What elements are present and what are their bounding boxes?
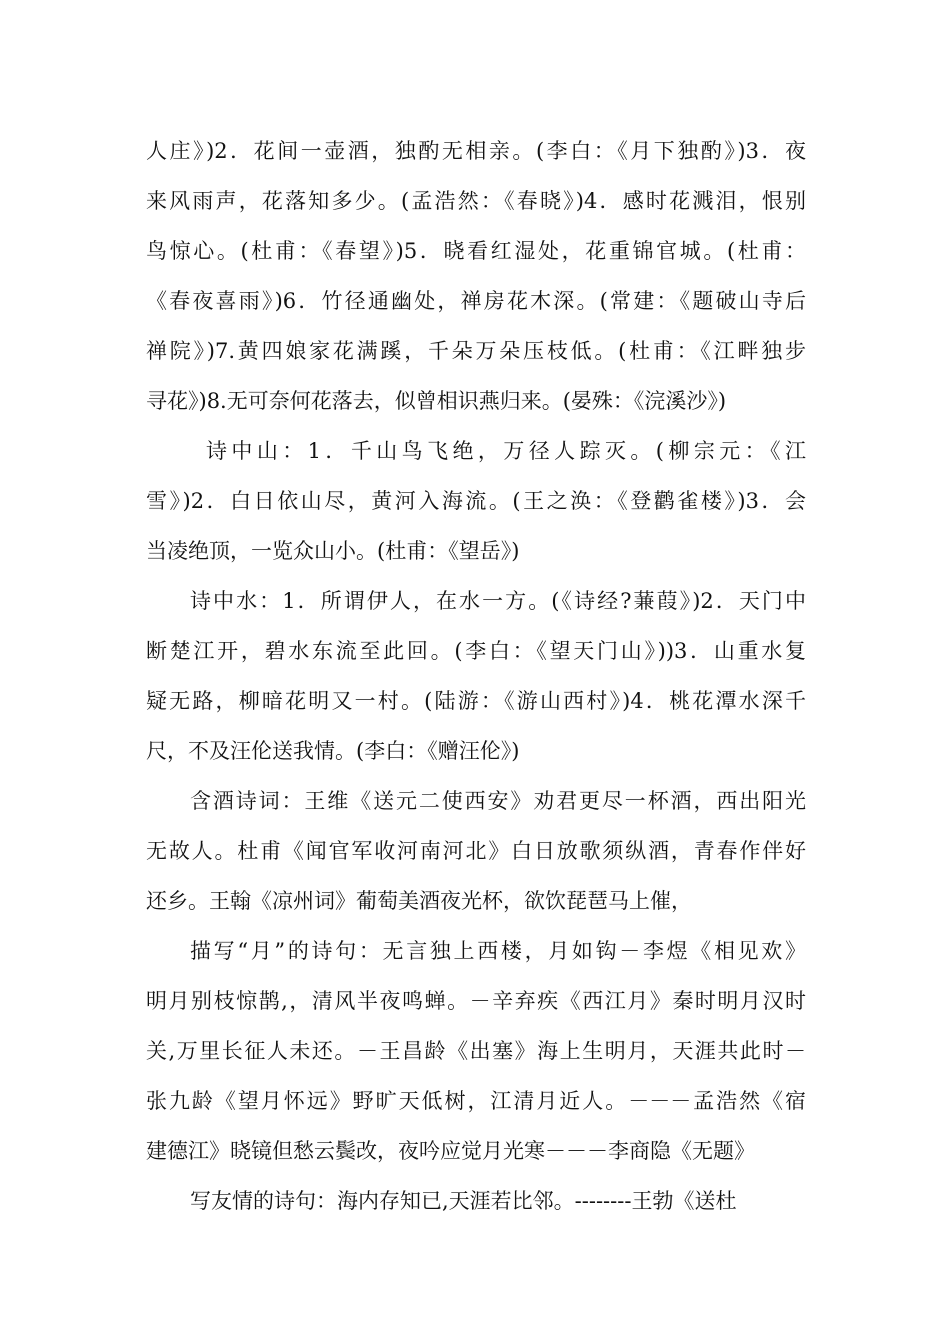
paragraph-flowers-line: 鸟惊心。(杜甫：《春望》)5．晓看红湿处，花重锦官城。(杜甫： [146, 239, 806, 263]
paragraph-wine-line: 含酒诗词：王维《送元二使西安》劝君更尽一杯酒，西出阳光 [190, 789, 806, 813]
paragraph-moon-line: 明月别枝惊鹊,，清风半夜鸣蝉。－辛弃疾《西江月》秦时明月汉时 [146, 989, 806, 1013]
paragraph-wine-line: 还乡。王翰《凉州词》葡萄美酒夜光杯，欲饮琵琶马上催， [146, 889, 692, 913]
paragraph-friendship-line: 写友情的诗句：海内存知已,天涯若比邻。--------王勃《送杜 [190, 1189, 737, 1213]
paragraph-water-line: 疑无路，柳暗花明又一村。(陆游：《游山西村》)4．桃花潭水深千 [146, 689, 806, 713]
paragraph-moon-line: 关,万里长征人未还。－王昌龄《出塞》海上生明月，天涯共此时－ [146, 1039, 806, 1063]
paragraph-mountains-line: 雪》)2．白日依山尽，黄河入海流。(王之涣：《登鹳雀楼》)3．会 [146, 489, 806, 513]
paragraph-water-line: 尺，不及汪伦送我情。(李白：《赠汪伦》) [146, 739, 520, 763]
paragraph-flowers-line: 来风雨声，花落知多少。(孟浩然：《春晓》)4．感时花溅泪，恨别 [146, 189, 806, 213]
paragraph-wine-line: 无故人。杜甫《闻官军收河南河北》白日放歌须纵酒，青春作伴好 [146, 839, 806, 863]
paragraph-mountains-line: 当凌绝顶，一览众山小。(杜甫：《望岳》) [146, 539, 520, 563]
paragraph-mountains-line: 诗中山：1．千山鸟飞绝，万径人踪灭。(柳宗元：《江 [206, 439, 806, 463]
paragraph-flowers-line: 禅院》)7.黄四娘家花满蹊，千朵万朵压枝低。(杜甫：《江畔独步 [146, 339, 806, 363]
paragraph-moon-line: 建德江》晓镜但愁云鬓改，夜吟应觉月光寒－－－李商隐《无题》 [146, 1139, 755, 1163]
paragraph-water-line: 断楚江开，碧水东流至此回。(李白：《望天门山》))3．山重水复 [146, 639, 806, 663]
paragraph-flowers-line: 人庄》)2．花间一壶酒，独酌无相亲。(李白：《月下独酌》)3．夜 [146, 139, 806, 163]
paragraph-flowers-line: 寻花》)8.无可奈何花落去，似曾相识燕归来。(晏殊：《浣溪沙》) [146, 389, 727, 413]
paragraph-water-line: 诗中水：1．所谓伊人，在水一方。(《诗经?蒹葭》)2．天门中 [190, 589, 806, 613]
paragraph-moon-line: 张九龄《望月怀远》野旷天低树，江清月近人。－－－孟浩然《宿 [146, 1089, 806, 1113]
paragraph-flowers-line: 《春夜喜雨》)6．竹径通幽处，禅房花木深。(常建：《题破山寺后 [146, 289, 806, 313]
paragraph-moon-line: 描写“月”的诗句：无言独上西楼，月如钩－李煜《相见欢》 [190, 939, 806, 963]
